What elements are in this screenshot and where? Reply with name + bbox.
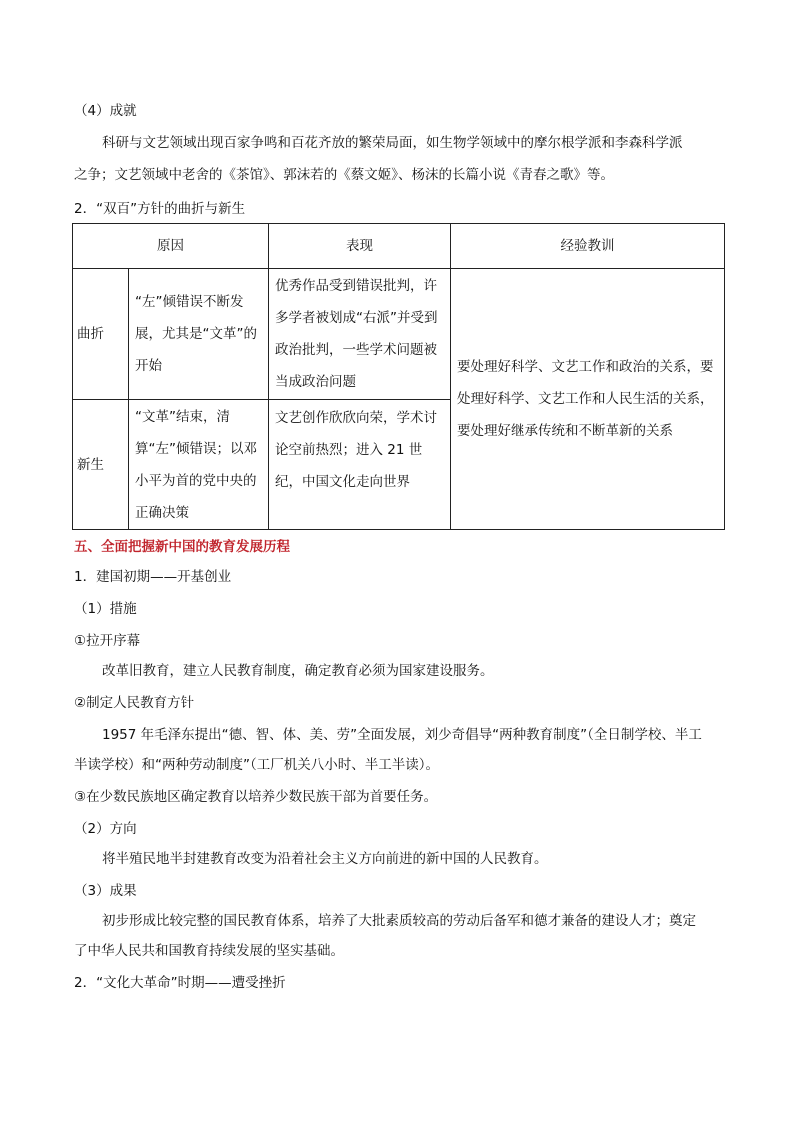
shuangbai-heading: 2．“双百”方针的曲折与新生 (74, 201, 246, 217)
row-label-revival: 新生 (73, 400, 129, 530)
setback-performance: 优秀作品受到错误批判，许多学者被划成“右派”并受到政治批判，一些学术问题被当成政治问题 (269, 269, 451, 400)
revival-reason: “文革”结束，清算“左”倾错误；以邓小平为首的党中央的正确决策 (129, 400, 269, 530)
revival-performance: 文艺创作欣欣向荣，学术讨论空前热烈；进入 21 世纪，中国文化走向世界 (269, 400, 451, 530)
setback-reason: “左”倾错误不断发展，尤其是“文革”的开始 (129, 269, 269, 400)
direction-heading: （2）方向 (74, 821, 137, 837)
measures-heading: （1）措施 (74, 601, 137, 617)
achievement-paragraph-line1: 科研与文艺领域出现百家争鸣和百花齐放的繁荣局面，如生物学领域中的摩尔根学派和李森科学派 (102, 135, 683, 151)
table-row (73, 269, 725, 400)
achievement-paragraph-line2: 之争；文艺领域中老舍的《茶馆》、郭沫若的《蔡文姬》、杨沫的长篇小说《青春之歌》等。 (74, 167, 614, 183)
measure1-title: ①拉开序幕 (74, 633, 141, 649)
table-header-row (73, 224, 725, 269)
shuangbai-table (72, 223, 725, 530)
measure2-title: ②制定人民教育方针 (74, 695, 195, 711)
result-line1: 初步形成比较完整的国民教育体系，培养了大批素质较高的劳动后备军和德才兼备的建设人才；奠定 (102, 913, 696, 929)
direction-text: 将半殖民地半封建教育改变为沿着社会主义方向前进的新中国的人民教育。 (102, 851, 548, 867)
measure2-line1: 1957 年毛泽东提出“德、智、体、美、劳”全面发展，刘少奇倡导“两种教育制度”（全日制学校、半工 (102, 727, 702, 743)
early-period-heading: 1．建国初期——开基创业 (74, 569, 232, 585)
cultural-revolution-heading: 2．“文化大革命”时期——遭受挫折 (74, 975, 286, 991)
row-label-setback: 曲折 (73, 269, 129, 400)
achievement-heading: （4）成就 (74, 103, 137, 119)
result-heading: （3）成果 (74, 883, 137, 899)
header-lesson: 经验教训 (451, 224, 725, 269)
lesson-cell: 要处理好科学、文艺工作和政治的关系，要处理好科学、文艺工作和人民生活的关系，要处理好继承传统和不断革新的关系 (451, 269, 725, 530)
section-title-education: 五、全面把握新中国的教育发展历程 (74, 539, 290, 555)
header-reason: 原因 (73, 224, 269, 269)
measure2-line2: 半读学校）和“两种劳动制度”（工厂机关八小时、半工半读）。 (74, 757, 439, 773)
measure1-text: 改革旧教育，建立人民教育制度，确定教育必须为国家建设服务。 (102, 663, 494, 679)
measure3: ③在少数民族地区确定教育以培养少数民族干部为首要任务。 (74, 789, 438, 805)
result-line2: 了中华人民共和国教育持续发展的坚实基础。 (74, 943, 344, 959)
header-performance: 表现 (269, 224, 451, 269)
